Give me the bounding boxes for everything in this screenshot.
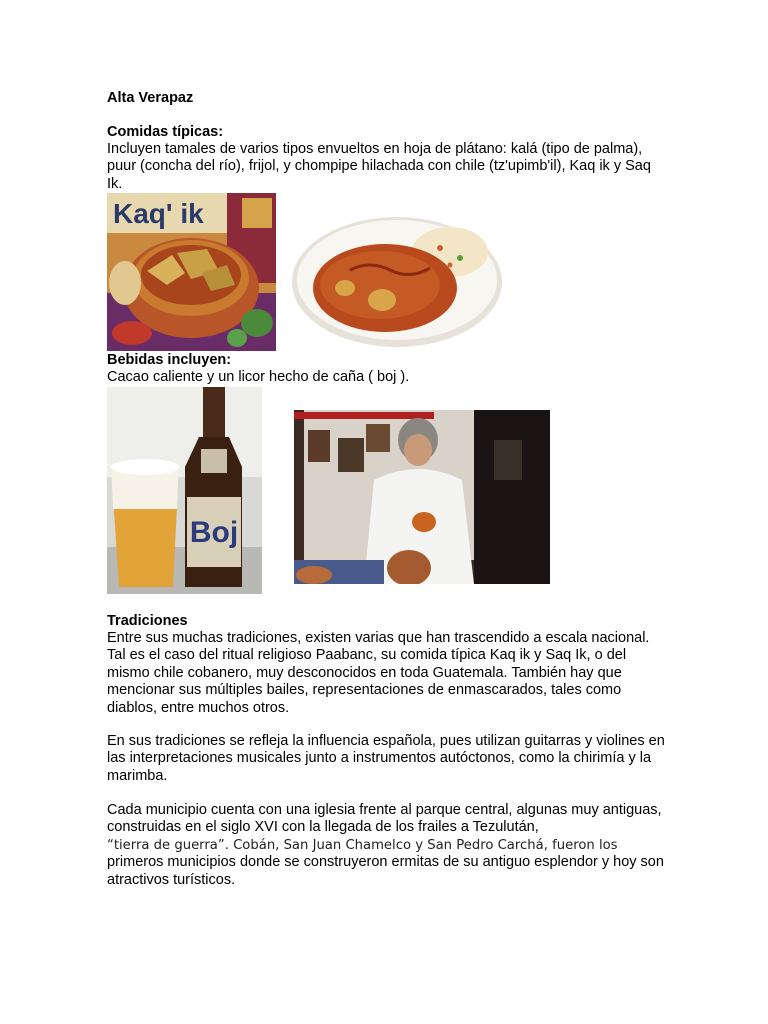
traditions-paragraph-2: En sus tradiciones se refleja la influencia española, pues utilizan guitarras y violines en las interpretaciones musicales junto a instrumentos autóctonos, como la chirimía y la marimba. bbox=[107, 733, 665, 784]
drinks-text: Cacao caliente y un licor hecho de caña ( boj ). bbox=[107, 369, 410, 385]
plate-dish-image bbox=[290, 210, 505, 352]
food-heading: Comidas típicas: bbox=[107, 124, 224, 140]
traditions-paragraph-3 bbox=[107, 802, 667, 889]
traditions-heading: Tradiciones bbox=[107, 613, 188, 629]
kaq-ik-image bbox=[107, 193, 276, 351]
boj-drink-image bbox=[107, 387, 262, 594]
traditions-p3-line-a: Cada municipio cuenta con una iglesia frente al parque central, algunas muy antiguas, construidas en el siglo XVI con la llegada de los frailes a Tezulután, bbox=[107, 802, 662, 836]
traditions-paragraph-1: Entre sus muchas tradiciones, existen varias que han trascendido a escala nacional. Tal es el caso del ritual religioso Paabanc, su comida típica Kaq ik y Saq Ik, o del mismo chile cobanero, muy desconocidos en toda Guatemala. También hay que mencionar sus múltiples bailes, representaciones de enmascarados, tales como diablos, entre muchos otros. bbox=[107, 630, 650, 716]
traditions-p3-line-b: “tierra de guerra”. Cobán, San Juan Chamelco y San Pedro Carchá, fueron los bbox=[107, 837, 618, 853]
food-text: Incluyen tamales de varios tipos envueltos en hoja de plátano: kalá (tipo de palma), puur (concha del río), frijol, y chompipe hilachada con chile (tz'upimb'il), Kaq ik y Saq Ik. bbox=[107, 141, 651, 192]
cacao-preparation-image bbox=[294, 410, 550, 584]
page-title: Alta Verapaz bbox=[107, 90, 194, 106]
drinks-heading: Bebidas incluyen: bbox=[107, 352, 232, 368]
traditions-p3-line-c: primeros municipios donde se construyeron ermitas de su antiguo esplendor y hoy son atractivos turísticos. bbox=[107, 854, 664, 888]
kaq-ik-caption: Kaq' ik bbox=[113, 198, 204, 229]
boj-bottle-label: Boj bbox=[189, 516, 239, 549]
